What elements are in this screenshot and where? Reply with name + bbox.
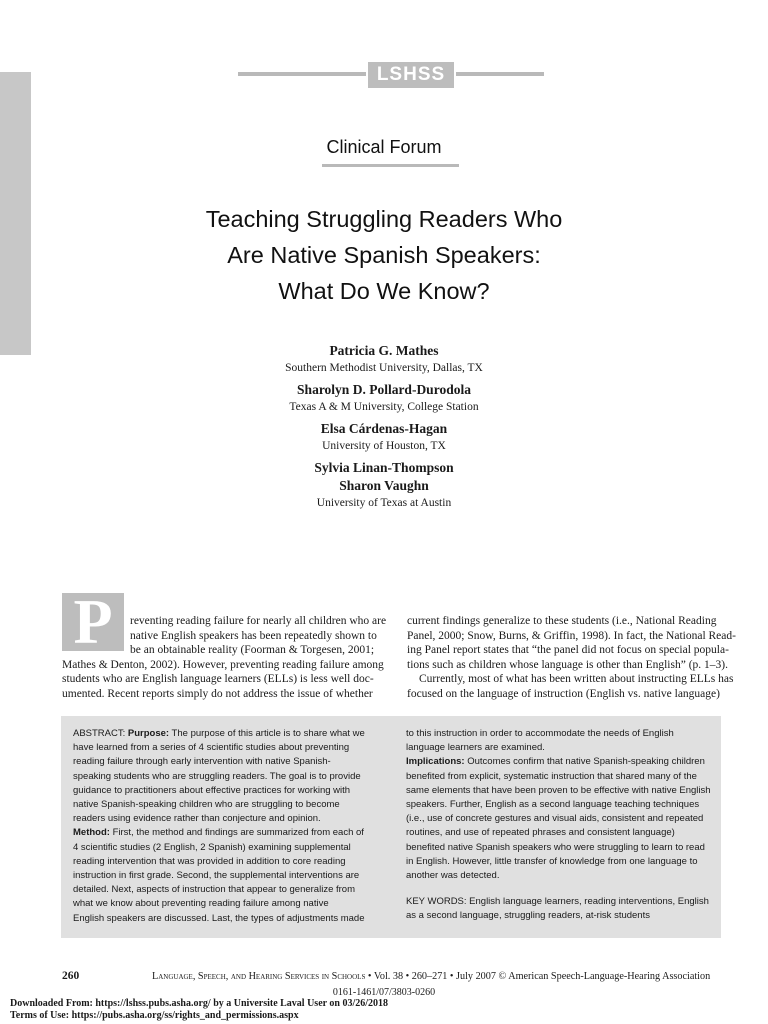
abstract-line bbox=[73, 841, 373, 855]
abstract-text: The purpose of this article is to share what we bbox=[169, 728, 365, 739]
author-name: Sharon Vaughn bbox=[339, 478, 429, 493]
abstract-line bbox=[406, 826, 711, 840]
abstract-line bbox=[406, 869, 711, 883]
abstract-text: Outcomes confirm that native Spanish-speaking children bbox=[464, 756, 705, 768]
body-line: current findings generalize to these students (i.e., National Reading bbox=[407, 615, 717, 627]
abstract-text: reading intervention that was provided in addition to core reading bbox=[73, 855, 346, 867]
logo-rule-right bbox=[456, 72, 544, 76]
author-affiliation: Texas A & M University, College Station bbox=[289, 401, 479, 413]
drop-cap: P bbox=[62, 593, 124, 651]
download-notice bbox=[10, 998, 388, 1022]
abstract-text: speakers. Further, English as a second language teaching techniques bbox=[406, 799, 700, 811]
abstract-section-label: Purpose: bbox=[127, 728, 170, 739]
body-line: tions such as children whose language is other than English” (p. 1–3). bbox=[407, 658, 728, 671]
author-name: Elsa Cárdenas-Hagan bbox=[320, 421, 448, 436]
abstract-text: guidance to practitioners about effective practices for working with bbox=[73, 784, 351, 796]
abstract-section-label: Method: bbox=[73, 827, 110, 839]
download-line: Downloaded From: https://lshss.pubs.asha.org/ by a Universite Laval User on 03/26/2018 bbox=[10, 998, 389, 1009]
title-line: What Do We Know? bbox=[278, 278, 490, 304]
terms-line: Terms of Use: https://pubs.asha.org/ss/rights_and_permissions.aspx bbox=[10, 1010, 299, 1021]
abstract-line bbox=[73, 883, 373, 897]
journal-logo bbox=[368, 62, 454, 88]
abstract-text: to this instruction in order to accommodate the needs of English bbox=[406, 728, 674, 739]
citation-details: • Vol. 38 • 260–271 • July 2007 © American Speech-Language-Hearing Association bbox=[365, 971, 711, 982]
body-line: umented. Recent reports simply do not address the issue of whether bbox=[62, 687, 373, 700]
abstract-text: reading failure through early intervention with native Spanish- bbox=[73, 756, 331, 768]
abstract-line bbox=[73, 798, 373, 812]
abstract-line bbox=[73, 770, 373, 784]
body-line: reventing reading failure for nearly all children who are bbox=[130, 615, 387, 627]
keywords-line: KEY WORDS: English language learners, reading interventions, English bbox=[406, 896, 709, 908]
page-number: 260 bbox=[62, 970, 80, 982]
article-title bbox=[0, 201, 768, 309]
abstract-text: routines, and use of repeated phrases and consistent language) bbox=[406, 827, 675, 839]
abstract-line bbox=[406, 798, 711, 812]
body-line: Currently, most of what has been written about instructing ELLs has bbox=[419, 673, 734, 686]
body-line: ing Panel report states that “the panel did not focus on special popula- bbox=[407, 644, 729, 657]
abstract-text: have learned from a series of 4 scientific studies about preventing bbox=[73, 742, 350, 754]
author-affiliation: University of Houston, TX bbox=[322, 440, 446, 452]
title-line: Are Native Spanish Speakers: bbox=[227, 242, 541, 268]
abstract-line bbox=[406, 855, 711, 869]
abstract-text: 4 scientific studies (2 English, 2 Spanish) examining supplemental bbox=[73, 841, 351, 853]
abstract-text: in English. However, little transfer of knowledge from one language to bbox=[406, 855, 698, 867]
abstract-text: First, the method and findings are summarized from each of bbox=[109, 827, 364, 839]
issn-line: 0161-1461/07/3803-0260 bbox=[332, 987, 436, 998]
logo-rule-left bbox=[238, 72, 366, 76]
title-line: Teaching Struggling Readers Who bbox=[205, 206, 563, 232]
abstract-line bbox=[73, 727, 373, 741]
abstract-line bbox=[73, 897, 373, 911]
abstract-lead: ABSTRACT: bbox=[73, 728, 128, 739]
abstract-text: another was detected. bbox=[406, 870, 500, 882]
section-title: Clinical Forum bbox=[326, 137, 442, 157]
abstract-line bbox=[73, 855, 373, 869]
journal-logo-text: LSHSS bbox=[376, 64, 446, 85]
abstract-text: what we know about preventing reading failure among native bbox=[73, 898, 329, 910]
abstract-line bbox=[73, 741, 373, 755]
body-line: native English speakers has been repeatedly shown to bbox=[130, 629, 377, 642]
author-name: Sylvia Linan-Thompson bbox=[314, 460, 454, 475]
author-affiliation: University of Texas at Austin bbox=[316, 497, 452, 509]
abstract-text: English speakers are discussed. Last, the types of adjustments made bbox=[73, 912, 365, 924]
abstract-line bbox=[73, 812, 373, 826]
abstract-line bbox=[406, 727, 711, 741]
abstract-text: same elements that have been proven to be effective with native English bbox=[406, 784, 711, 796]
author-affiliation: Southern Methodist University, Dallas, TX bbox=[285, 362, 483, 374]
body-line: focused on the language of instruction (English vs. native language) bbox=[407, 687, 720, 700]
journal-name: Language, Speech, and Hearing Services in Schools bbox=[152, 971, 366, 982]
body-line: Panel, 2000; Snow, Burns, & Griffin, 1998). In fact, the National Read- bbox=[407, 629, 736, 642]
body-line: students who are English language learners (ELLs) is less well doc- bbox=[62, 673, 374, 686]
abstract-text: speaking students who are struggling readers. The goal is to provide bbox=[73, 770, 361, 782]
abstract-line bbox=[73, 784, 373, 798]
author-name: Patricia G. Mathes bbox=[329, 343, 439, 358]
abstract-box bbox=[61, 716, 721, 938]
abstract-text: benefited native Spanish speakers who were struggling to learn to read bbox=[406, 841, 705, 853]
abstract-text: (i.e., use of concrete gestures and visual aids, consistent and repeated bbox=[406, 813, 704, 825]
abstract-text: detailed. Next, aspects of instruction that appear to generalize from bbox=[73, 884, 355, 896]
abstract-column-left bbox=[73, 727, 373, 926]
abstract-line bbox=[73, 755, 373, 769]
body-line: be an obtainable reality (Foorman & Torgesen, 2001; bbox=[130, 644, 375, 657]
abstract-section-label: Implications: bbox=[406, 756, 465, 768]
abstract-line bbox=[406, 841, 711, 855]
abstract-line bbox=[73, 869, 373, 883]
author-list bbox=[0, 342, 768, 516]
keywords-spacer bbox=[406, 883, 711, 895]
abstract-line bbox=[73, 912, 373, 926]
abstract-line bbox=[406, 755, 711, 769]
body-column-left bbox=[62, 614, 387, 702]
body-line: Mathes & Denton, 2002). However, preventing reading failure among bbox=[62, 658, 384, 671]
abstract-line bbox=[73, 826, 373, 840]
abstract-text: instruction in first grade. Second, the supplemental interventions are bbox=[73, 870, 360, 882]
body-column-right bbox=[407, 614, 736, 702]
abstract-text: readers using evidence rather than conjecture and opinion. bbox=[73, 813, 321, 825]
abstract-line bbox=[406, 741, 711, 755]
author-name: Sharolyn D. Pollard-Durodola bbox=[297, 382, 471, 397]
abstract-line bbox=[406, 770, 711, 784]
keywords-line: as a second language, struggling readers, at-risk students bbox=[406, 910, 650, 922]
journal-citation bbox=[152, 971, 710, 982]
abstract-right-lines bbox=[406, 727, 711, 883]
abstract-column-right bbox=[406, 727, 711, 924]
abstract-text: native Spanish-speaking children who are struggling to become bbox=[73, 799, 340, 811]
abstract-text: benefited from explicit, systematic instruction that shared many of the bbox=[406, 770, 697, 782]
section-title-rule bbox=[322, 164, 459, 167]
abstract-line bbox=[406, 812, 711, 826]
abstract-text: language learners are examined. bbox=[406, 742, 545, 754]
abstract-line bbox=[406, 784, 711, 798]
